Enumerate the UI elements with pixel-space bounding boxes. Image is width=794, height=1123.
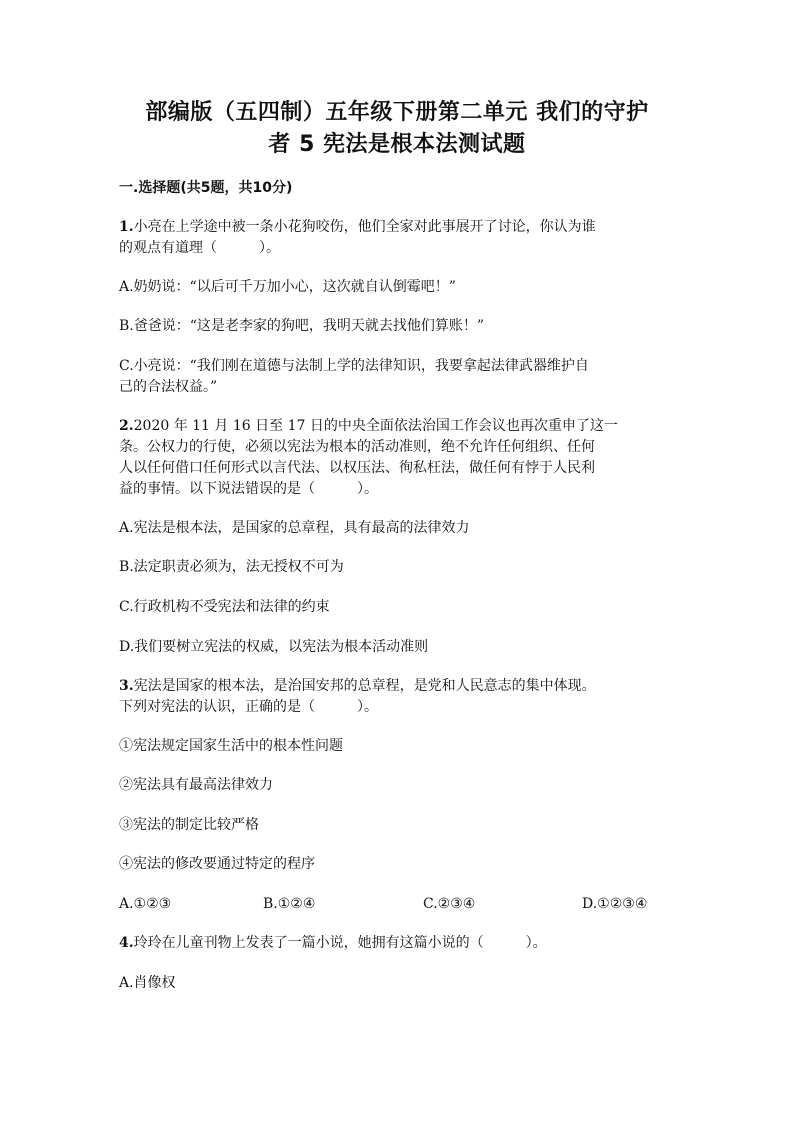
question-2-stem-line-1 [119, 415, 679, 437]
question-1-option-c-line-2: 己的合法权益。” [119, 379, 218, 395]
question-4-option-a: A.肖像权 [119, 975, 176, 991]
question-1-option-a: A.奶奶说：“以后可千万加小心，这次就自认倒霉吧！” [119, 279, 456, 295]
question-3-statement-1: ①宪法规定国家生活中的根本性问题 [119, 738, 343, 754]
question-3-statement-2: ②宪法具有最高法律效力 [119, 777, 273, 793]
question-3-option-b: B.①②④ [263, 896, 316, 912]
question-3-option-d: D.①②③④ [582, 896, 648, 912]
question-1-stem-line-1 [119, 216, 679, 238]
question-2-stem-line-2: 条。公权力的行使，必须以宪法为根本的活动准则，绝不允许任何组织、任何 [119, 439, 595, 455]
question-2-option-c: C.行政机构不受宪法和法律的约束 [119, 599, 330, 615]
question-3-text: 宪法是国家的根本法，是治国安邦的总章程，是党和人民意志的集中体现。 [133, 678, 596, 694]
question-1-stem-line-2: 的观点有道理（ ）。 [119, 240, 280, 256]
section-heading: 一.选择题(共5题，共10分) [119, 180, 293, 196]
question-4-text: 玲玲在儿童刊物上发表了一篇小说，她拥有这篇小说的（ ）。 [133, 935, 547, 951]
question-2-number: 2. [119, 418, 134, 434]
question-1-option-b: B.爸爸说：“这是老李家的狗吧，我明天就去找他们算账！” [119, 318, 485, 334]
document-title-line-1: 部编版（五四制）五年级下册第二单元 我们的守护 [145, 100, 649, 125]
question-2-stem-line-3: 人以任何借口任何形式以言代法、以权压法、徇私枉法，做任何有悖于人民利 [119, 460, 595, 476]
question-3-stem-line-2: 下列对宪法的认识，正确的是（ ）。 [119, 699, 378, 715]
question-4-stem-line-1 [119, 932, 679, 954]
question-3-number: 3. [119, 678, 134, 694]
question-3-stem-line-1 [119, 675, 679, 697]
question-3-options-row [119, 893, 679, 915]
question-2-option-b: B.法定职责必须为，法无授权不可为 [119, 559, 344, 575]
question-2-option-d: D.我们要树立宪法的权威，以宪法为根本活动准则 [119, 639, 429, 655]
question-2-text: 2020 年 11 月 16 日至 17 日的中央全面依法治国工作会议也再次重申了这一 [133, 418, 618, 434]
question-3-option-c: C.②③④ [423, 896, 476, 912]
question-2-stem-line-4: 益的事情。以下说法错误的是（ ）。 [119, 481, 378, 497]
question-3-statement-4: ④宪法的修改要通过特定的程序 [119, 856, 315, 872]
question-2-option-a: A.宪法是根本法，是国家的总章程，具有最高的法律效力 [119, 520, 470, 536]
document-title-line-2: 者 5 宪法是根本法测试题 [268, 132, 526, 157]
question-3-statement-3: ③宪法的制定比较严格 [119, 817, 259, 833]
question-4-number: 4. [119, 935, 134, 951]
question-1-text: 小亮在上学途中被一条小花狗咬伤，他们全家对此事展开了讨论，你认为谁 [133, 219, 596, 235]
question-1-number: 1. [119, 219, 134, 235]
question-3-option-a: A.①②③ [119, 896, 172, 912]
question-1-option-c-line-1: C.小亮说：“我们刚在道德与法制上学的法律知识，我要拿起法律武器维护自 [119, 358, 589, 374]
